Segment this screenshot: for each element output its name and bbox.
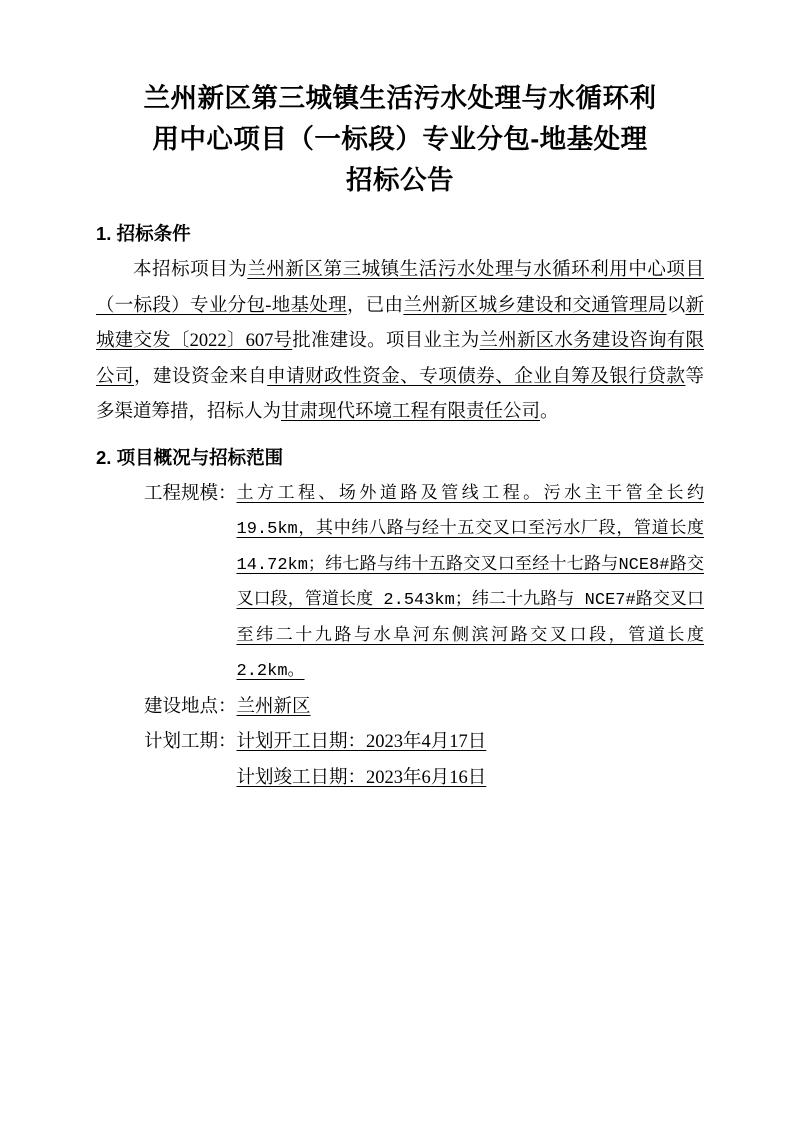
text-run: 本招标项目为 <box>133 260 248 280</box>
text-run-underlined: 兰州新区水务建设咨询有限公司 <box>96 331 704 387</box>
field-project-scale <box>96 477 704 690</box>
field-value: 土方工程、场外道路及管线工程。污水主干管全长约 19.5km，其中纬八路与经十五交叉口至污水厂段，管道长度14.72km；纬七路与纬十五路交叉口至经十七路与NCE8#路交叉口段，管道长度 2.543km；纬二十九路与 NCE7#路交叉口至纬二十九路与水阜河东侧滨河路交叉口段，管道长度 2.2km。 <box>236 484 704 681</box>
paragraph-bidding-conditions <box>96 253 704 431</box>
title-line-2: 用中心项目（一标段）专业分包-地基处理 <box>152 124 648 154</box>
section-heading-bidding-conditions: 1. 招标条件 <box>96 223 191 244</box>
field-label: 工程规模： <box>144 483 237 504</box>
field-value <box>237 690 704 726</box>
text-run-underlined: 兰州新区第三城镇生活污水处理与水循环利用中心项目（一标段）专业分包-地基处理 <box>96 260 704 316</box>
text-run: 批准建设。项目业主为 <box>292 331 480 351</box>
text-run: ，建设资金来自 <box>134 366 268 387</box>
title-line-1: 兰州新区第三城镇生活污水处理与水循环利 <box>143 83 657 113</box>
field-label: 建设地点： <box>144 696 237 717</box>
field-value-line-start-date: 计划开工日期：2023年4月17日 <box>236 732 487 752</box>
text-run: ，已由 <box>346 295 404 316</box>
field-value-line: 兰州新区 <box>236 696 311 717</box>
text-run-underlined: 甘肃现代环境工程有限责任公司 <box>281 402 541 422</box>
text-run: 。 <box>540 402 559 422</box>
field-schedule <box>96 725 704 796</box>
field-value-line-end-date: 计划竣工日期：2023年6月16日 <box>236 767 487 788</box>
field-label: 计划工期： <box>144 732 237 752</box>
text-run-underlined: 新城建交发〔2022〕607号 <box>96 295 704 351</box>
field-value <box>237 725 704 796</box>
text-run-underlined: 兰州新区城乡建设和交通管理局 <box>403 295 667 316</box>
text-run-underlined: 申请财政性资金、专项债券、企业自筹及银行贷款 <box>267 366 686 387</box>
text-run: 以 <box>666 295 686 316</box>
page-title <box>96 78 704 201</box>
title-line-3: 招标公告 <box>346 165 454 195</box>
field-construction-site <box>96 690 704 726</box>
section-heading-project-overview: 2. 项目概况与招标范围 <box>96 446 284 468</box>
text-run: 等多渠道筹措，招标人为 <box>96 366 704 422</box>
